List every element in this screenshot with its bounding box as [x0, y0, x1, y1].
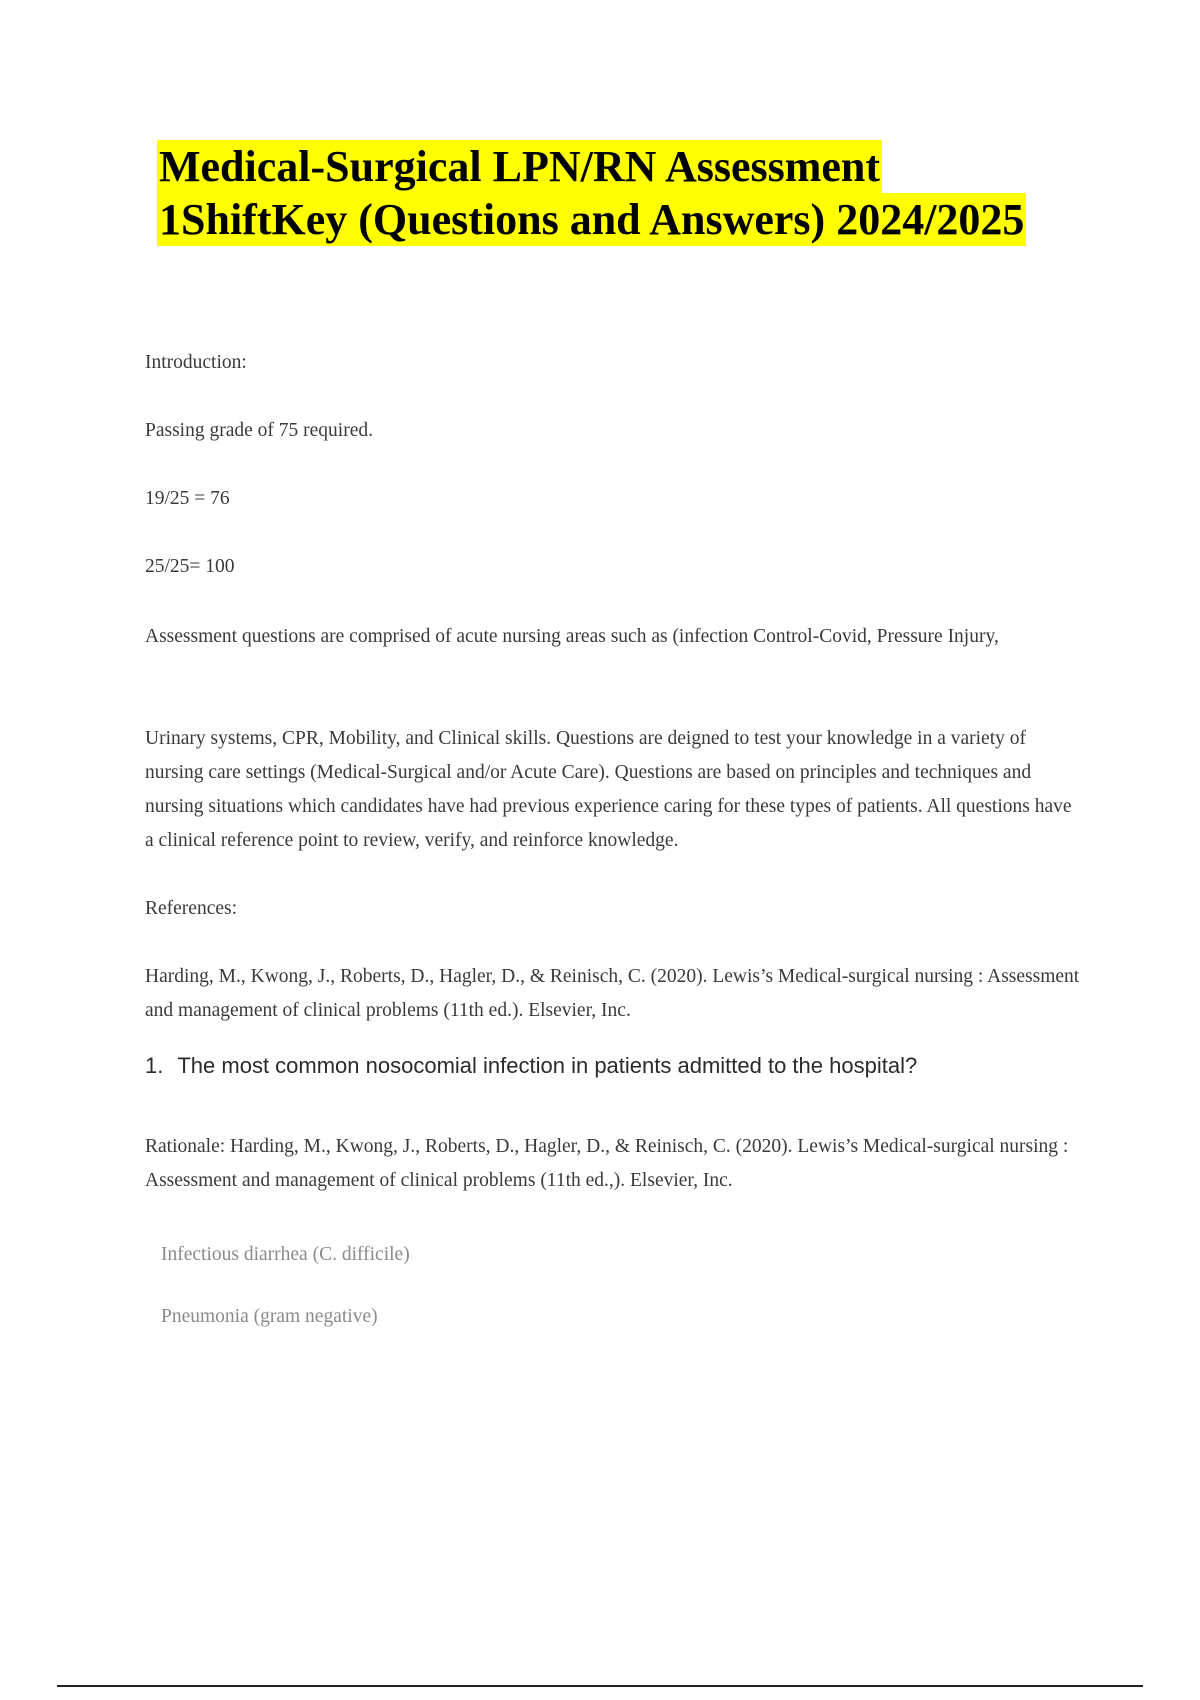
title-line-1: Medical-Surgical LPN/RN Assessment [159, 142, 881, 191]
score-example-1: 19/25 = 76 [145, 488, 230, 509]
references-label: References: [145, 898, 238, 919]
title-line-2: 1ShiftKey (Questions and Answers) 2024/2025 [159, 195, 1025, 244]
areas-paragraph: Assessment questions are comprised of acute nursing areas such as (infection Control-Covid, Pressure Injury, [145, 626, 999, 647]
passing-grade-text: Passing grade of 75 required. [145, 420, 373, 441]
footer-divider [57, 1685, 1143, 1687]
document-title [157, 140, 1117, 246]
score-example-2: 25/25= 100 [145, 556, 235, 577]
introduction-label: Introduction: [145, 352, 247, 373]
question-1-rationale: Rationale: Harding, M., Kwong, J., Roberts, D., Hagler, D., & Reinisch, C. (2020). Lewis’s Medical-surgical nursing : Assessment and management of clinical problems (11th ed.,). Elsevier, Inc. [145, 1136, 1069, 1191]
reference-citation: Harding, M., Kwong, J., Roberts, D., Hagler, D., & Reinisch, C. (2020). Lewis’s Medical-surgical nursing : Assessment and management of clinical problems (11th ed.). Elsevier, Inc. [145, 966, 1080, 1021]
question-number: 1. [145, 1053, 164, 1078]
question-1 [145, 1051, 1085, 1081]
answer-option-1: Infectious diarrhea (C. difficile) [161, 1244, 410, 1265]
systems-paragraph: Urinary systems, CPR, Mobility, and Clinical skills. Questions are deigned to test your knowledge in a variety of nursing care settings (Medical-Surgical and/or Acute Care). Questions are based on principles and techniques and nursing situations which candidates have had previous experience caring for these types of patients. All questions have a clinical reference point to review, verify, and reinforce knowledge. [145, 728, 1072, 851]
question-text: The most common nosocomial infection in patients admitted to the hospital? [177, 1053, 918, 1078]
answer-option-2: Pneumonia (gram negative) [161, 1306, 378, 1327]
